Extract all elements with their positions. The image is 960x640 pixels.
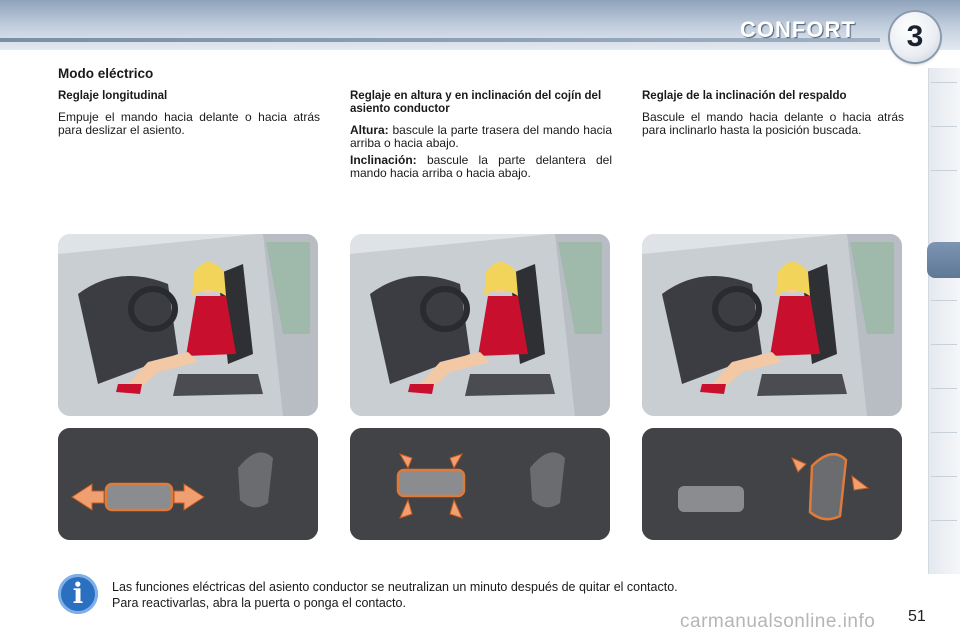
altura-paragraph [350, 124, 612, 150]
altura-label: Altura: [350, 123, 389, 137]
chapter-side-tabs [928, 68, 960, 574]
inclinacion-label: Inclinación: [350, 153, 417, 167]
inclinacion-text: bascule la parte delantera del mando hacia arriba o hacia abajo. [350, 153, 612, 180]
control-closeup-longitudinal [58, 428, 318, 540]
seat-illustration-backrest [642, 234, 902, 416]
section-title: Modo eléctrico [58, 66, 154, 81]
column-heading: Reglaje longitudinal [58, 90, 168, 102]
side-tab[interactable] [931, 344, 957, 345]
chapter-title: CONFORT [740, 17, 856, 42]
side-tab-active[interactable] [927, 242, 960, 278]
seat-illustration-height-tilt [350, 234, 610, 416]
info-icon: i [58, 574, 98, 614]
side-tab[interactable] [931, 82, 957, 83]
chapter-number-badge[interactable]: 3 [890, 12, 940, 62]
column-longitudinal [58, 90, 320, 141]
watermark: carmanualsonline.info [680, 611, 876, 632]
altura-text: bascule la parte trasera del mando hacia arriba o hacia abajo. [350, 123, 612, 150]
info-line: Para reactivarlas, abra la puerta o ponga el contacto. [112, 596, 406, 610]
page-number: 51 [908, 608, 926, 625]
side-tab[interactable] [931, 126, 957, 127]
side-tab[interactable] [931, 170, 957, 171]
column-text: Empuje el mando hacia delante o hacia atrás para deslizar el asiento. [58, 110, 320, 137]
info-line: Las funciones eléctricas del asiento conductor se neutralizan un minuto después de quitar el contacto. [112, 580, 678, 594]
column-text: Bascule el mando hacia delante o hacia atrás para inclinarlo hasta la posición buscada. [642, 110, 904, 137]
control-closeup-height-tilt [350, 428, 610, 540]
seat-illustration-longitudinal [58, 234, 318, 416]
info-note [112, 579, 872, 611]
inclinacion-paragraph [350, 154, 612, 180]
column-heading: Reglaje de la inclinación del respaldo [642, 90, 847, 102]
side-tab[interactable] [931, 388, 957, 389]
control-closeup-backrest [642, 428, 902, 540]
side-tab[interactable] [931, 300, 957, 301]
column-heading: Reglaje en altura y en inclinación del cojín del asiento conductor [350, 90, 602, 115]
side-tab[interactable] [931, 476, 957, 477]
column-backrest [642, 90, 904, 141]
column-height-tilt [350, 90, 612, 184]
side-tab[interactable] [931, 520, 957, 521]
side-tab[interactable] [931, 432, 957, 433]
